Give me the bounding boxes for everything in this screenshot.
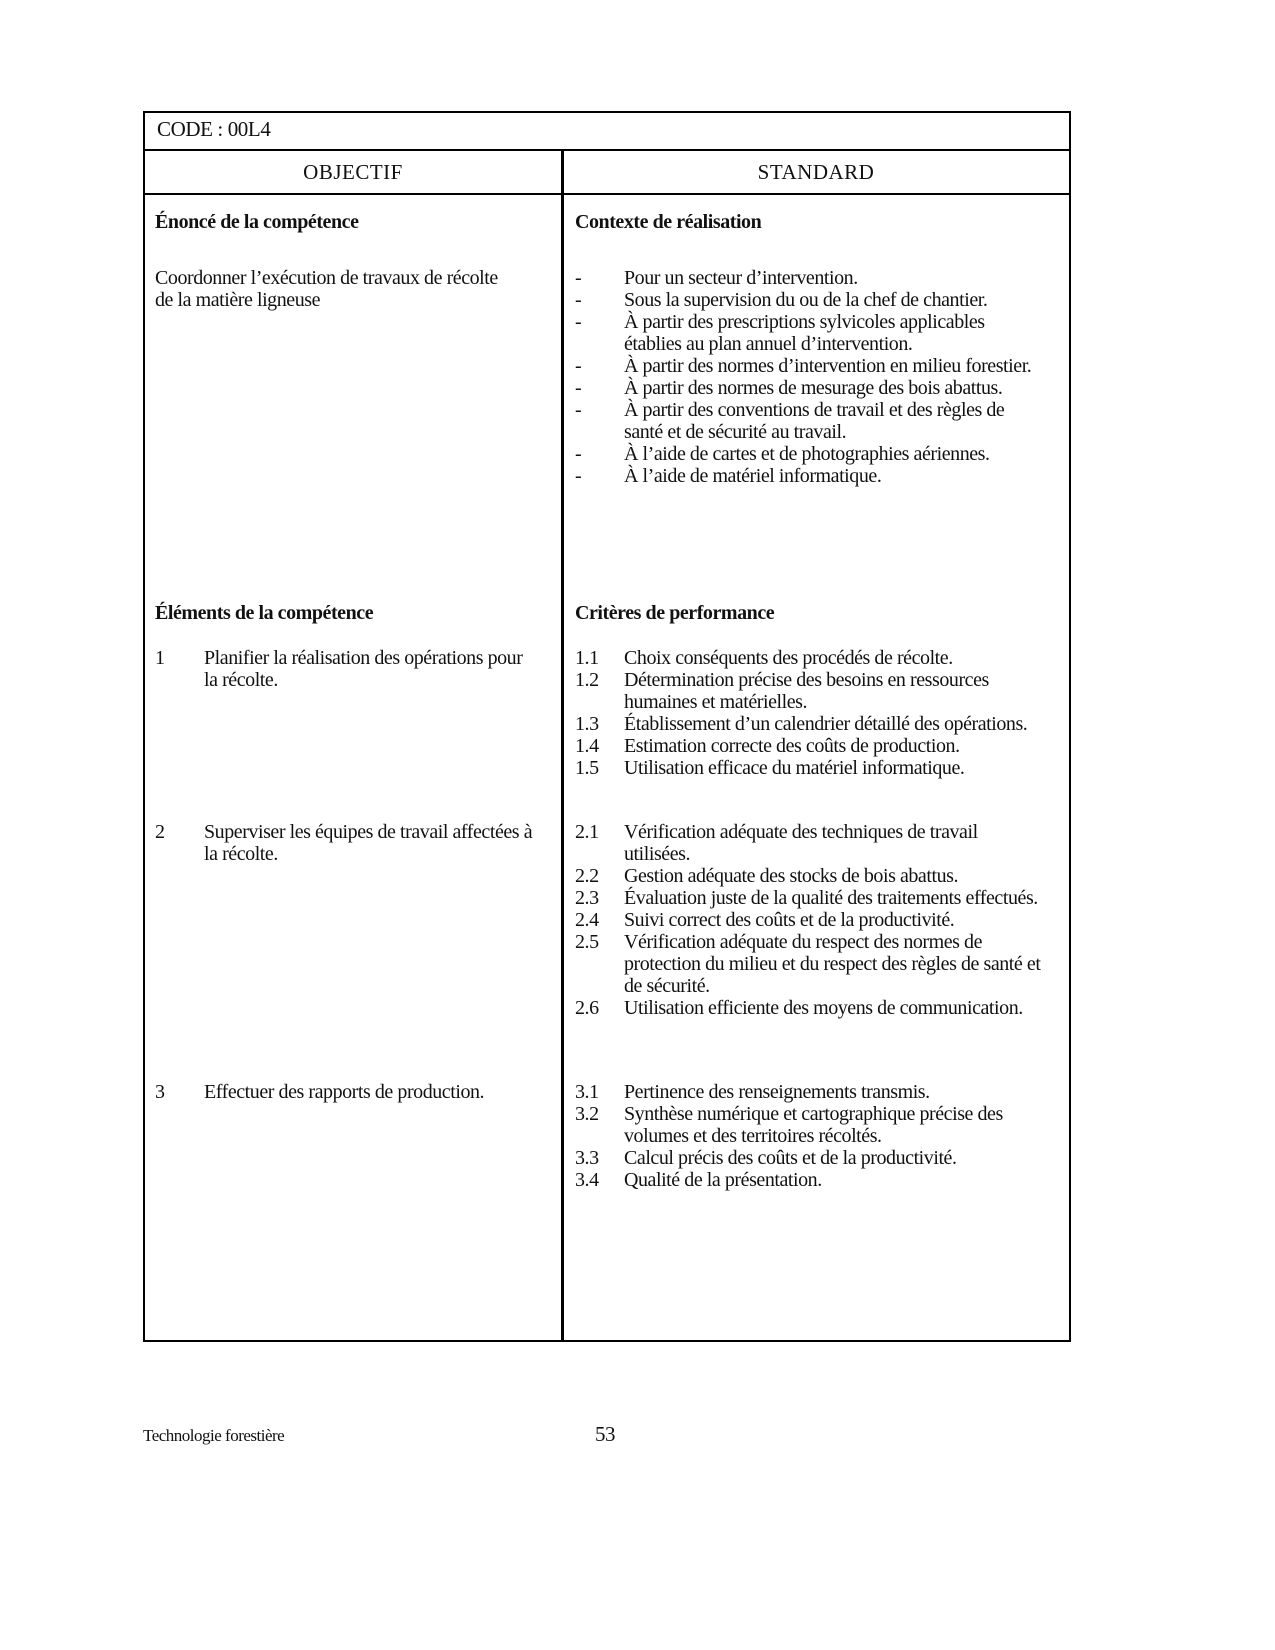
criterion-item — [575, 647, 1045, 669]
criterion-item — [575, 713, 1045, 735]
item-text: Utilisation efficace du matériel informatique. — [624, 757, 965, 779]
element-item — [155, 821, 540, 865]
header-standard: STANDARD — [563, 151, 1069, 195]
item-number: 3.4 — [575, 1169, 599, 1191]
contexte-heading: Contexte de réalisation — [575, 211, 762, 233]
criterion-item — [575, 735, 1045, 757]
criterion-item — [575, 1103, 1045, 1147]
item-number: 2.2 — [575, 865, 599, 887]
item-number: 3.3 — [575, 1147, 599, 1169]
criterion-item — [575, 1081, 1045, 1103]
item-number: 2.6 — [575, 997, 599, 1019]
element-item — [155, 647, 540, 691]
contexte-item — [575, 465, 1045, 487]
element-item — [155, 1081, 540, 1103]
item-number: 3 — [155, 1081, 165, 1103]
item-text: Pertinence des renseignements transmis. — [624, 1081, 930, 1103]
criterion-item — [575, 909, 1045, 931]
code-label: CODE : 00L4 — [157, 117, 271, 141]
item-text: Synthèse numérique et cartographique précise des volumes et des territoires récoltés. — [624, 1103, 1003, 1147]
item-number: 1.5 — [575, 757, 599, 779]
item-number: - — [575, 311, 582, 333]
item-number: 2.3 — [575, 887, 599, 909]
item-text: Détermination précise des besoins en ressources humaines et matérielles. — [624, 669, 989, 713]
item-text: Calcul précis des coûts et de la productivité. — [624, 1147, 957, 1169]
enonce-text: Coordonner l’exécution de travaux de récolte de la matière ligneuse — [155, 267, 498, 311]
column-divider — [561, 151, 564, 1340]
item-text: À partir des conventions de travail et des règles de santé et de sécurité au travail. — [624, 399, 1005, 443]
item-text: À partir des normes de mesurage des bois abattus. — [624, 377, 1003, 399]
header-objectif: OBJECTIF — [145, 151, 561, 195]
element-1 — [155, 647, 540, 691]
contexte-item — [575, 399, 1045, 443]
contexte-item — [575, 355, 1045, 377]
contexte-item — [575, 377, 1045, 399]
item-text: À l’aide de matériel informatique. — [624, 465, 882, 487]
item-text: Vérification adéquate des techniques de travail utilisées. — [624, 821, 978, 865]
item-text: Estimation correcte des coûts de production. — [624, 735, 960, 757]
criterion-item — [575, 865, 1045, 887]
item-text: Planifier la réalisation des opérations pour la récolte. — [204, 647, 523, 691]
item-number: - — [575, 377, 582, 399]
contexte-list — [575, 267, 1045, 487]
item-number: 1 — [155, 647, 165, 669]
criterion-item — [575, 887, 1045, 909]
contexte-item — [575, 267, 1045, 289]
item-number: - — [575, 443, 582, 465]
contexte-item — [575, 443, 1045, 465]
item-number: 2.1 — [575, 821, 599, 843]
criterion-item — [575, 1147, 1045, 1169]
item-text: Vérification adéquate du respect des normes de protection du milieu et du respect des règles de santé et de sécurité. — [624, 931, 1041, 997]
criteres-heading: Critères de performance — [575, 602, 775, 624]
item-text: Effectuer des rapports de production. — [204, 1081, 485, 1103]
item-number: 3.1 — [575, 1081, 599, 1103]
footer-title: Technologie forestière — [143, 1426, 285, 1445]
item-text: À partir des normes d’intervention en milieu forestier. — [624, 355, 1032, 377]
item-number: - — [575, 267, 582, 289]
criterion-item — [575, 757, 1045, 779]
item-text: Pour un secteur d’intervention. — [624, 267, 858, 289]
code-row — [145, 113, 1069, 151]
criterion-item — [575, 669, 1045, 713]
criteria-1 — [575, 647, 1045, 779]
item-number: 2 — [155, 821, 165, 843]
item-number: 2.5 — [575, 931, 599, 953]
item-text: Superviser les équipes de travail affectées à la récolte. — [204, 821, 533, 865]
item-number: - — [575, 289, 582, 311]
item-number: - — [575, 355, 582, 377]
criterion-item — [575, 1169, 1045, 1191]
criterion-item — [575, 821, 1045, 865]
item-text: Évaluation juste de la qualité des traitements effectués. — [624, 887, 1038, 909]
item-text: Suivi correct des coûts et de la productivité. — [624, 909, 955, 931]
elements-heading: Éléments de la compétence — [155, 602, 374, 624]
page-number: 53 — [595, 1422, 615, 1446]
element-2 — [155, 821, 540, 865]
item-number: 3.2 — [575, 1103, 599, 1125]
item-number: 1.3 — [575, 713, 599, 735]
item-number: - — [575, 399, 582, 421]
item-text: Établissement d’un calendrier détaillé des opérations. — [624, 713, 1028, 735]
item-text: Gestion adéquate des stocks de bois abattus. — [624, 865, 959, 887]
criteria-2 — [575, 821, 1045, 1019]
item-text: Qualité de la présentation. — [624, 1169, 822, 1191]
item-text: À l’aide de cartes et de photographies aériennes. — [624, 443, 990, 465]
criterion-item — [575, 997, 1045, 1019]
item-number: 1.2 — [575, 669, 599, 691]
item-text: Utilisation efficiente des moyens de communication. — [624, 997, 1023, 1019]
item-text: Sous la supervision du ou de la chef de chantier. — [624, 289, 988, 311]
contexte-item — [575, 289, 1045, 311]
item-number: 2.4 — [575, 909, 599, 931]
contexte-item — [575, 311, 1045, 355]
criteria-3 — [575, 1081, 1045, 1191]
item-number: 1.4 — [575, 735, 599, 757]
item-text: Choix conséquents des procédés de récolte. — [624, 647, 953, 669]
element-3 — [155, 1081, 540, 1103]
item-number: 1.1 — [575, 647, 599, 669]
item-text: À partir des prescriptions sylvicoles applicables établies au plan annuel d’intervention. — [624, 311, 985, 355]
enonce-heading: Énoncé de la compétence — [155, 211, 359, 233]
item-number: - — [575, 465, 582, 487]
criterion-item — [575, 931, 1045, 997]
